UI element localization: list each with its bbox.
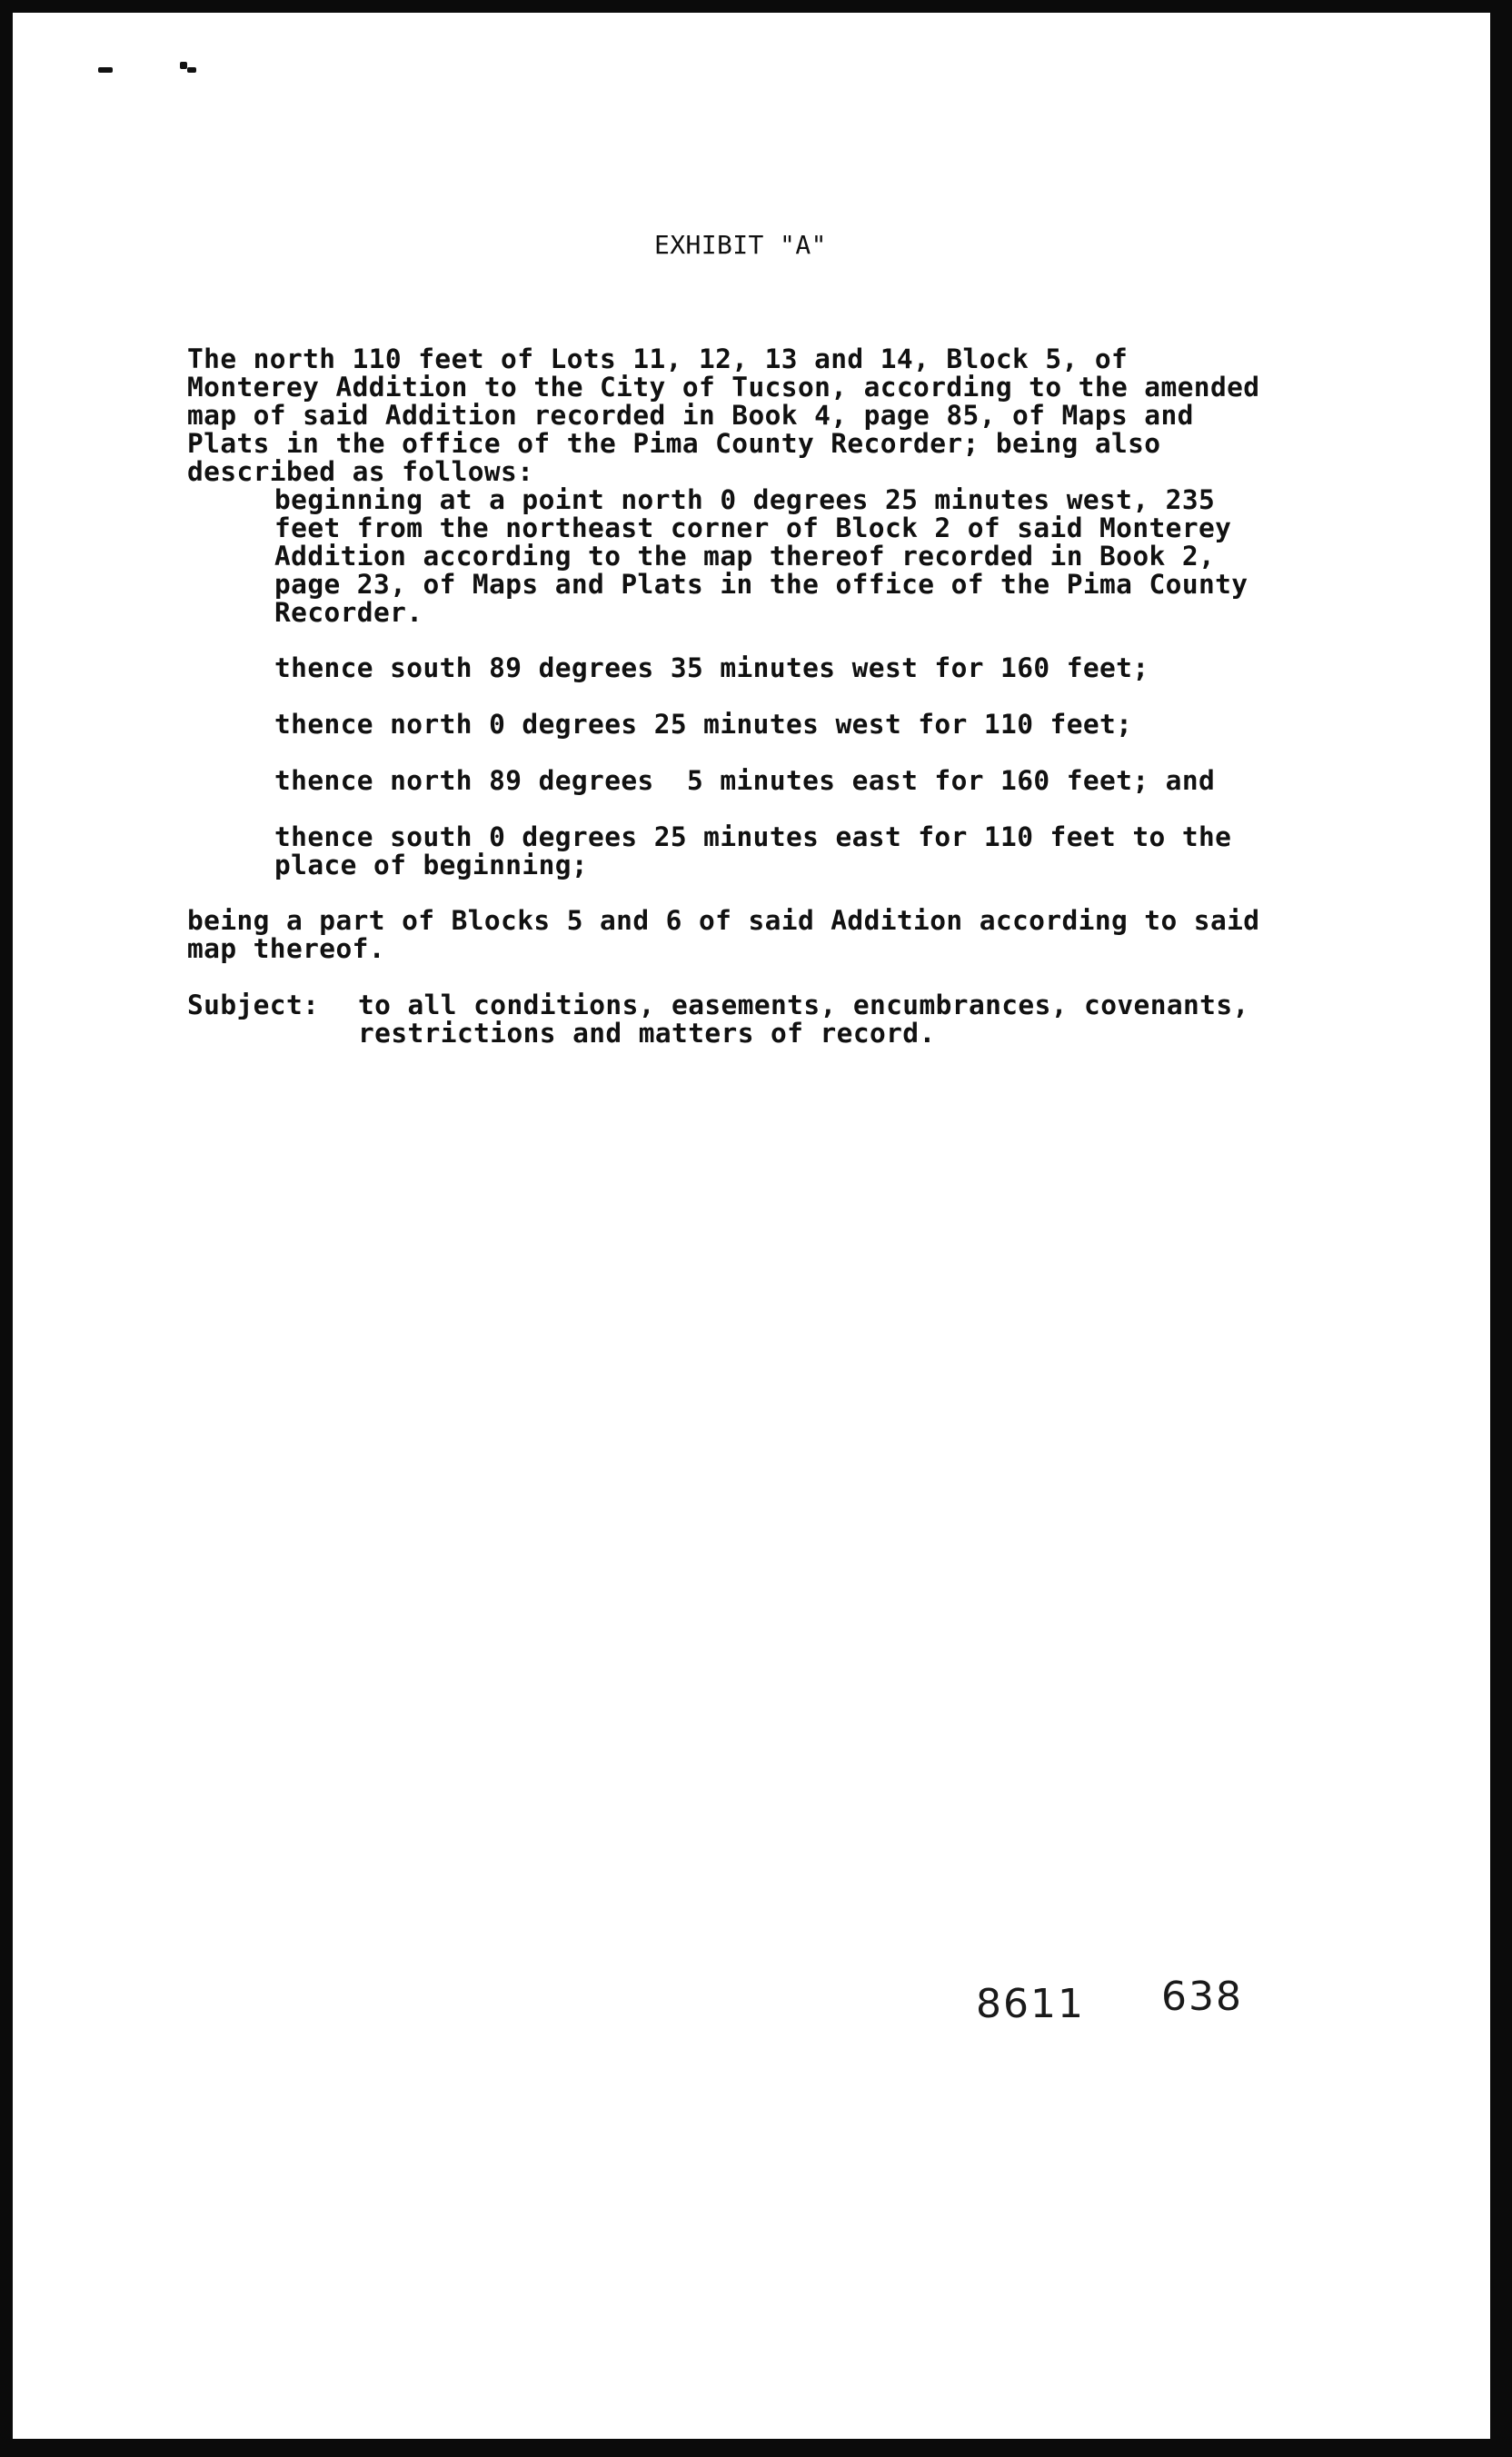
exhibit-title: EXHIBIT "A" <box>654 230 827 260</box>
course-line: thence north 89 degrees 5 minutes east for 160 feet; and <box>274 765 1216 796</box>
point-of-beginning: beginning at a point north 0 degrees 25 minutes west, 235 feet from the northeast corner of Block 2 of said Monterey Addition according to the map thereof recorded in Book 2, page 23, of Maps and Plats in the office of the Pima County Recorder. <box>274 484 1248 628</box>
scan-border-left <box>0 0 13 2457</box>
scan-speck <box>187 67 196 73</box>
recording-page-number: 638 <box>1161 1974 1243 2020</box>
course-line: thence south 89 degrees 35 minutes west for 160 feet; <box>274 652 1149 683</box>
course-line: thence south 0 degrees 25 minutes east for 110 feet to the place of beginning; <box>274 821 1232 880</box>
subject-text: to all conditions, easements, encumbrances, covenants, restrictions and matters of record. <box>358 990 1249 1049</box>
scan-border-bottom <box>0 2439 1512 2457</box>
part-of-blocks-paragraph: being a part of Blocks 5 and 6 of said Addition according to said map thereof. <box>187 905 1260 964</box>
recording-book-number: 8611 <box>976 1981 1085 2027</box>
subject-label: Subject: <box>187 990 320 1020</box>
course-line: thence north 0 degrees 25 minutes west for 110 feet; <box>274 709 1133 740</box>
legal-description-intro: The north 110 feet of Lots 11, 12, 13 and 14, Block 5, of Monterey Addition to the City of Tucson, according to the amended map of said Addition recorded in Book 4, page 85, of Maps and Plats in the office of the Pima County Recorder; being also described as follows: <box>187 343 1260 487</box>
scan-border-top <box>0 0 1512 13</box>
scan-border-right <box>1490 0 1512 2457</box>
scan-speck <box>180 62 187 69</box>
scan-speck <box>98 67 113 73</box>
